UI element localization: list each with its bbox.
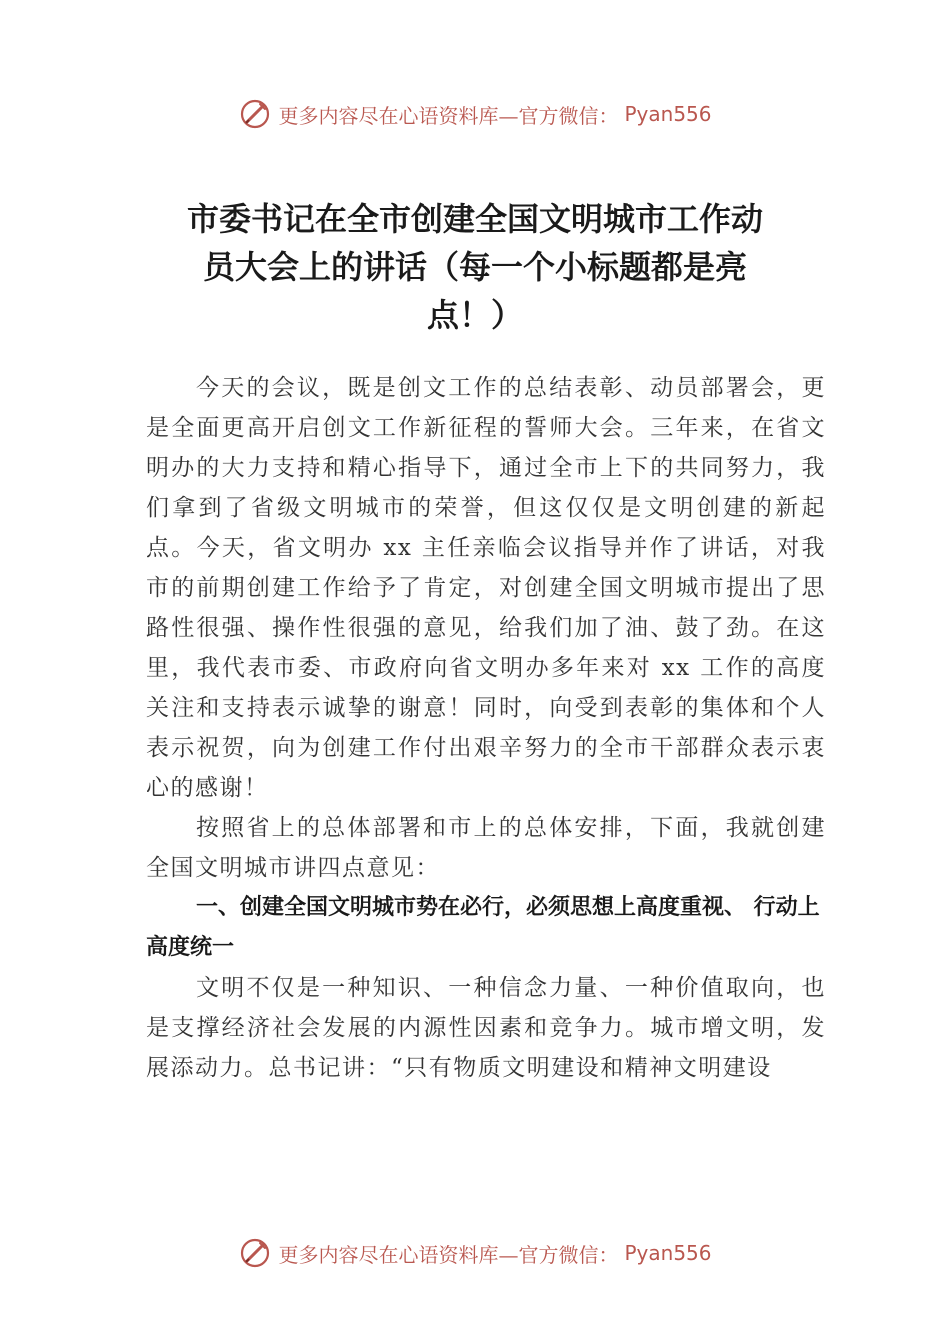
paragraph-opening: 今天的会议，既是创文工作的总结表彰、动员部署会，更是全面更高开启创文工作新征程的誓师大会。三年来，在省文明办的大力支持和精心指导下，通过全市上下的共同努力，我们拿到了省级文明城市的荣誉，但这仅仅是文明创建的新起点。今天，省文明办 xx 主任亲临会议指导并作了讲话，对我市的前期创建工作给予了肯定，对创建全国文明城市提出了思路性很强、操作性很强的意见，给我们加了油、鼓了劲。在这里，我代表市委、市政府向省文明办多年来对 xx 工作的高度关注和支持表示诚挚的谢意！同时，向受到表彰的集体和个人表示祝贺，向为创建工作付出艰辛努力的全市干部群众表示衷心的感谢！ <box>146 375 826 801</box>
pen-logo-icon <box>238 97 272 131</box>
title-line-3: 点！） <box>426 296 523 334</box>
section-heading-1: 一、创建全国文明城市势在必行，必须思想上高度重视、 行动上高度统一 <box>146 895 820 960</box>
header-banner <box>0 94 950 134</box>
pen-logo-icon <box>238 1236 272 1270</box>
wechat-id: Pyan556 <box>624 1241 712 1265</box>
document-title <box>150 195 800 339</box>
paragraph-intro: 按照省上的总体部署和市上的总体安排，下面，我就创建全国文明城市讲四点意见： <box>146 815 826 881</box>
banner-text: 更多内容尽在心语资料库—官方微信： <box>278 103 619 128</box>
wechat-id: Pyan556 <box>624 102 712 126</box>
banner-text: 更多内容尽在心语资料库—官方微信： <box>278 1242 619 1267</box>
footer-banner <box>0 1233 950 1273</box>
title-line-1: 市委书记在全市创建全国文明城市工作动 <box>186 200 763 238</box>
document-body <box>146 368 826 1088</box>
paragraph-section-1: 文明不仅是一种知识、一种信念力量、一种价值取向，也是支撑经济社会发展的内源性因素和竞争力。城市增文明，发展添动力。总书记讲：“只有物质文明建设和精神文明建设 <box>146 975 826 1081</box>
title-line-2: 员大会上的讲话（每一个小标题都是亮 <box>202 248 747 286</box>
